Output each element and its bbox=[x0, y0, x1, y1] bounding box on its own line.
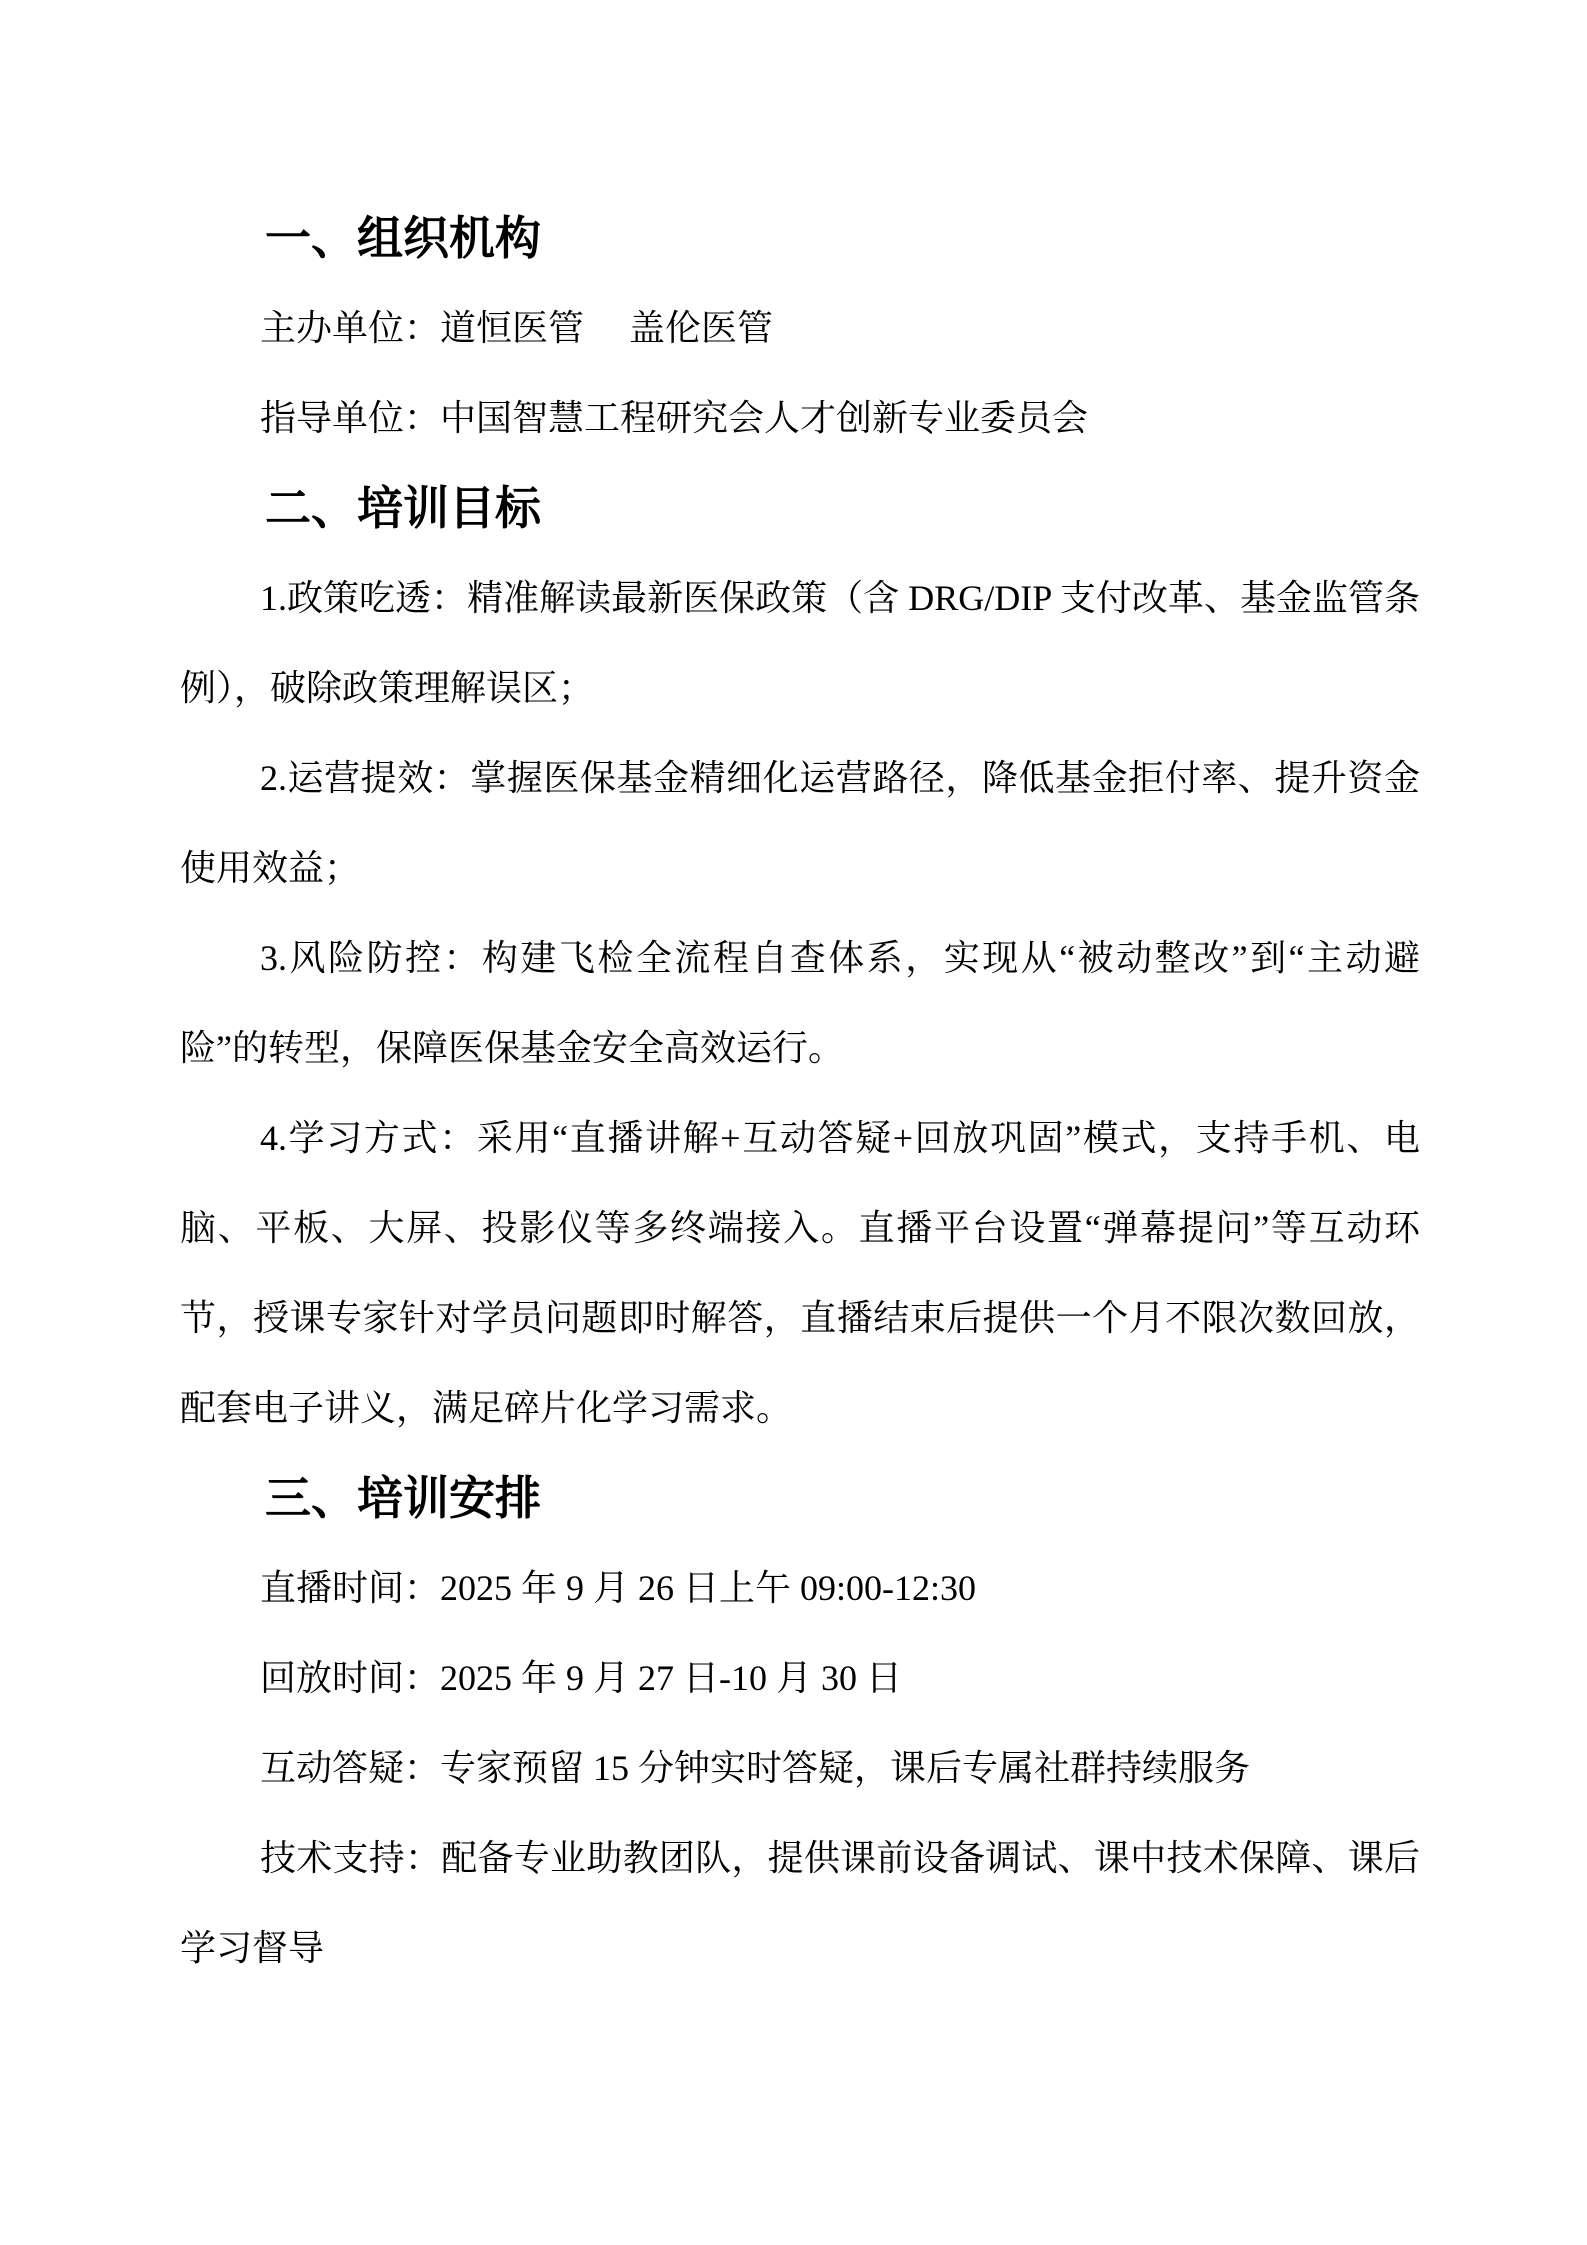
heading-organization: 一、组织机构 bbox=[265, 212, 541, 264]
line-host-unit: 主办单位：道恒医管 盖伦医管 bbox=[260, 308, 774, 348]
line-goal2-2: 使用效益； bbox=[180, 848, 361, 888]
line-tech-support-1: 技术支持：配备专业助教团队，提供课前设备调试、课中技术保障、课后 bbox=[260, 1838, 1420, 1878]
line-goal4-3: 节，授课专家针对学员问题即时解答，直播结束后提供一个月不限次数回放， bbox=[180, 1298, 1420, 1338]
line-live-time: 直播时间：2025 年 9 月 26 日上午 09:00-12:30 bbox=[260, 1568, 976, 1608]
line-guide-unit: 指导单位：中国智慧工程研究会人才创新专业委员会 bbox=[260, 398, 1089, 438]
line-goal4-4: 配套电子讲义，满足碎片化学习需求。 bbox=[180, 1388, 793, 1428]
line-goal4-1: 4.学习方式：采用“直播讲解+互动答疑+回放巩固”模式，支持手机、电 bbox=[260, 1118, 1420, 1158]
line-replay-time: 回放时间：2025 年 9 月 27 日-10 月 30 日 bbox=[260, 1658, 902, 1698]
line-goal4-2: 脑、平板、大屏、投影仪等多终端接入。直播平台设置“弹幕提问”等互动环 bbox=[180, 1208, 1420, 1248]
line-goal2-1: 2.运营提效：掌握医保基金精细化运营路径，降低基金拒付率、提升资金 bbox=[260, 758, 1420, 798]
line-goal3-2: 险”的转型，保障医保基金安全高效运行。 bbox=[180, 1028, 844, 1068]
line-interactive-qa: 互动答疑：专家预留 15 分钟实时答疑，课后专属社群持续服务 bbox=[260, 1748, 1251, 1788]
line-tech-support-2: 学习督导 bbox=[180, 1928, 325, 1968]
line-goal3-1: 3.风险防控：构建飞检全流程自查体系，实现从“被动整改”到“主动避 bbox=[260, 938, 1420, 978]
heading-training-goals: 二、培训目标 bbox=[265, 482, 541, 534]
line-goal1-2: 例），破除政策理解误区； bbox=[180, 668, 595, 708]
line-goal1-1: 1.政策吃透：精准解读最新医保政策（含 DRG/DIP 支付改革、基金监管条 bbox=[260, 578, 1420, 618]
heading-training-schedule: 三、培训安排 bbox=[265, 1472, 541, 1524]
